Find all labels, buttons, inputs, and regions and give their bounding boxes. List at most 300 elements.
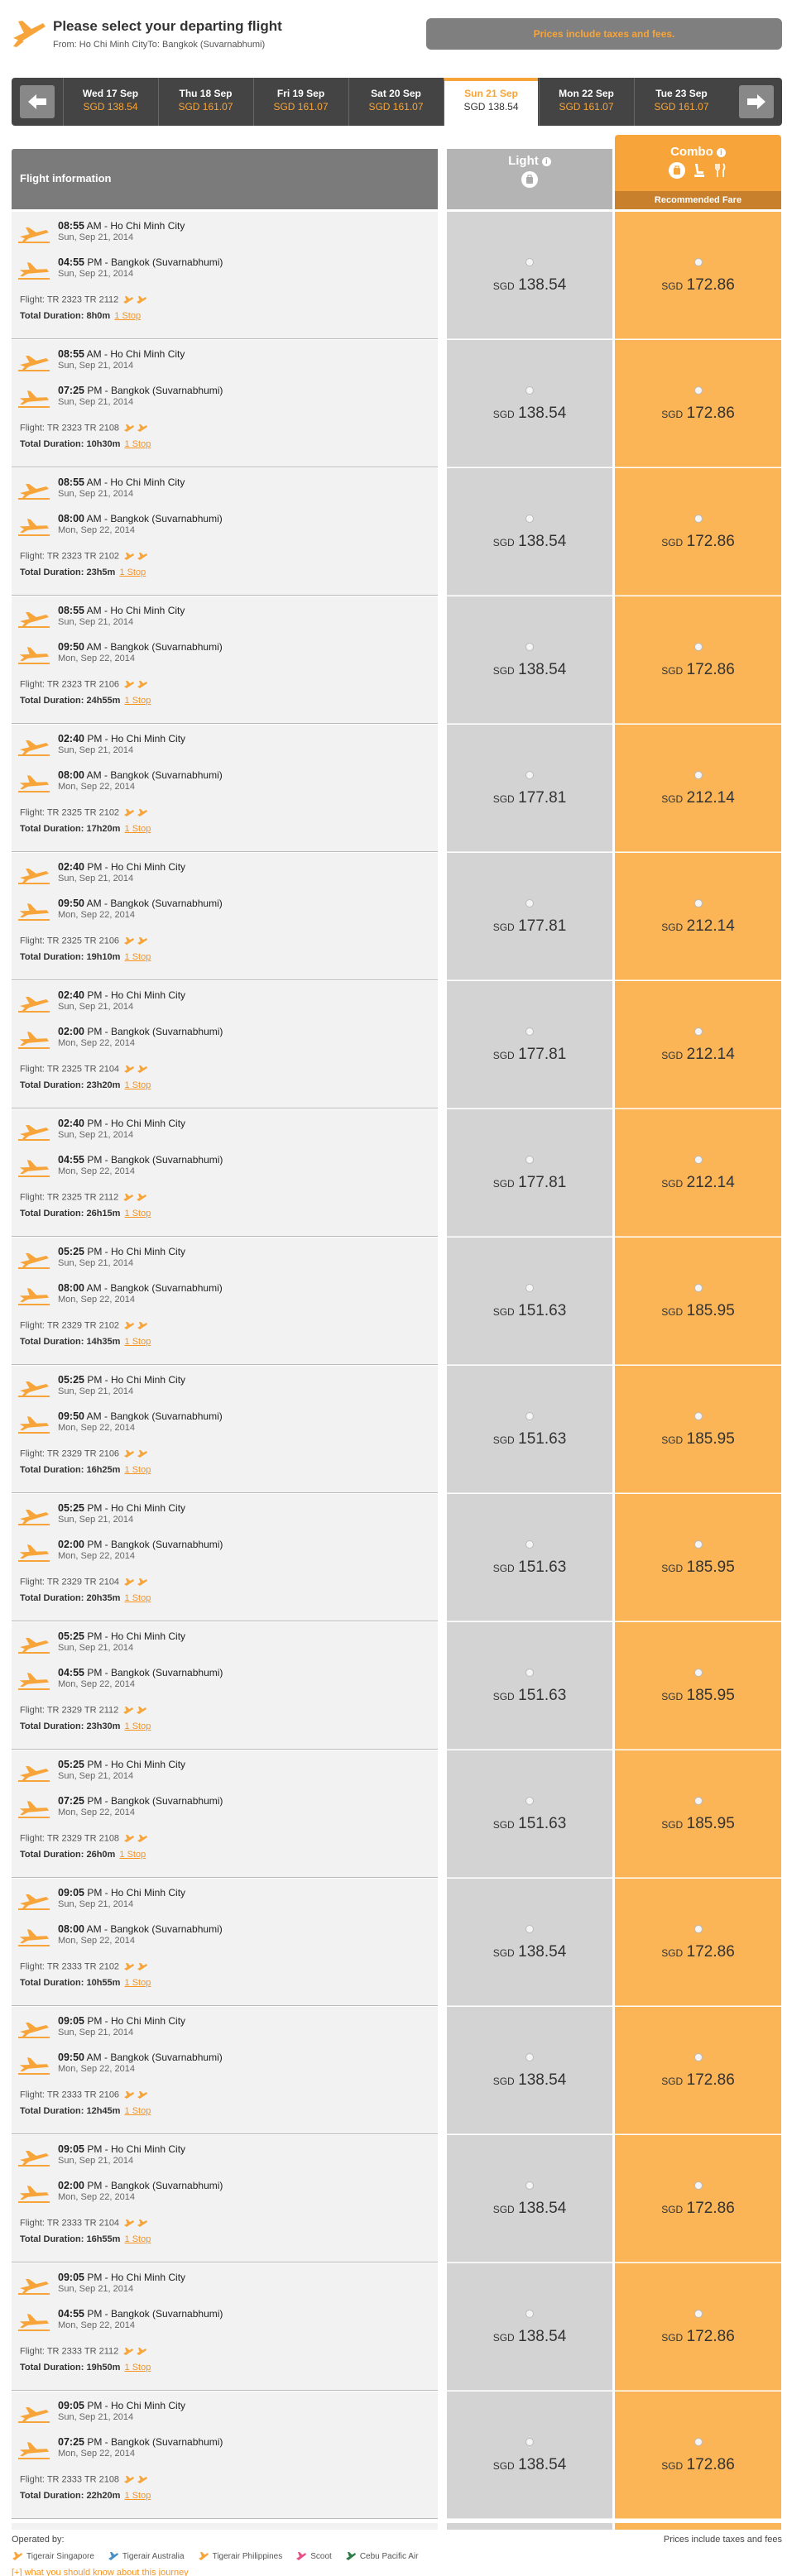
light-fare-radio[interactable] [525, 2438, 534, 2446]
currency: SGD [661, 2076, 684, 2087]
tigerair-logo-icon [123, 2218, 135, 2229]
stop-link[interactable]: 1 Stop [124, 824, 151, 834]
combo-fare-radio[interactable] [694, 2053, 703, 2061]
light-price-value: 138.54 [518, 2200, 567, 2217]
flight-numbers [20, 1320, 148, 1331]
arrow-right-icon [746, 92, 767, 112]
flight-number: TR 2333 TR 2102 [46, 1961, 120, 1972]
flight-row [12, 2392, 781, 2519]
combo-fare-cell[interactable] [615, 212, 781, 339]
flight-number: TR 2329 TR 2104 [46, 1577, 120, 1587]
combo-fare-price [615, 533, 781, 551]
origin-city: - Ho Chi Minh City [104, 989, 186, 1001]
combo-fare-cell[interactable] [615, 981, 781, 1108]
tigerair-logo-icon [137, 423, 148, 433]
flight-info-cell [12, 2263, 438, 2391]
flight-number: TR 2333 TR 2112 [46, 2346, 119, 2357]
takeoff-icon [18, 2277, 50, 2295]
flight-row [12, 853, 781, 980]
origin-city: - Ho Chi Minh City [104, 2015, 186, 2027]
departure-date: Sun, Sep 21, 2014 [58, 1002, 134, 1012]
departure-date: Sun, Sep 21, 2014 [58, 2412, 134, 2422]
light-fare-cell[interactable] [447, 2135, 612, 2262]
tigerair-logo-icon [123, 1961, 135, 1972]
date-tab-price: SGD 161.07 [368, 101, 424, 113]
arrival-ampm: PM [87, 1539, 103, 1550]
currency: SGD [661, 537, 684, 548]
date-tab[interactable] [539, 78, 633, 126]
arrival-date: Mon, Sep 22, 2014 [58, 1295, 135, 1305]
combo-fare-radio[interactable] [694, 515, 703, 523]
tigerair-logo-icon [136, 1192, 147, 1203]
flight-row [12, 596, 781, 724]
light-fare-radio[interactable] [525, 643, 534, 651]
info-icon[interactable]: i [717, 148, 726, 157]
takeoff-icon [18, 1251, 50, 1269]
currency: SGD [492, 1947, 515, 1959]
duration-label: Total Duration: [20, 1721, 84, 1731]
flight-numbers [20, 807, 148, 818]
currency: SGD [661, 1178, 684, 1190]
duration-label: Total Duration: [20, 1593, 84, 1603]
departure-time: 08:55 [58, 220, 84, 232]
light-fare-cell[interactable] [447, 2007, 612, 2134]
prev-dates-button[interactable] [20, 85, 55, 118]
origin-city: - Ho Chi Minh City [104, 1118, 186, 1129]
destination-city: - Bangkok (Suvarnabhumi) [104, 513, 223, 524]
combo-fare-radio[interactable] [694, 2181, 703, 2190]
combo-fare-label: Combo [670, 145, 713, 159]
total-duration [20, 696, 151, 706]
duration-value: 10h30m [86, 439, 121, 449]
arrival-time: 08:00 [58, 1923, 84, 1935]
combo-price-value: 172.86 [686, 533, 735, 550]
stop-link[interactable]: 1 Stop [124, 952, 151, 962]
flight-number: TR 2329 TR 2106 [46, 1448, 120, 1459]
combo-fare-cell[interactable] [615, 1750, 781, 1878]
light-fare-radio[interactable] [525, 1669, 534, 1677]
combo-fare-cell[interactable] [615, 1109, 781, 1237]
combo-price-value: 172.86 [686, 661, 735, 678]
combo-fare-price [615, 1943, 781, 1961]
flight-info-cell [12, 1109, 438, 1237]
currency: SGD [492, 537, 515, 548]
currency: SGD [661, 922, 684, 933]
flight-row [12, 1622, 781, 1750]
light-fare-cell[interactable] [447, 596, 612, 724]
arrival-time: 08:00 [58, 1282, 84, 1294]
flight-info-header: Flight information [12, 149, 438, 209]
light-fare-cell[interactable] [447, 1238, 612, 1365]
combo-price-value: 172.86 [686, 2200, 735, 2217]
page-header [0, 0, 787, 66]
combo-fare-cell[interactable] [615, 2392, 781, 2519]
flight-number: TR 2333 TR 2108 [46, 2474, 120, 2485]
origin-city: - Ho Chi Minh City [104, 861, 186, 873]
date-tab-day: Fri 19 Sep [276, 88, 325, 99]
date-tab[interactable] [63, 78, 157, 126]
arrival-date: Mon, Sep 22, 2014 [58, 1679, 135, 1689]
combo-fare-radio[interactable] [694, 1027, 703, 1036]
arrival-date: Mon, Sep 22, 2014 [58, 525, 135, 535]
combo-price-value: 172.86 [686, 405, 735, 422]
combo-fare-cell[interactable] [615, 1494, 781, 1621]
combo-fare-cell[interactable] [615, 725, 781, 852]
date-tab-price: SGD 161.07 [178, 101, 233, 113]
combo-fare-radio[interactable] [694, 1925, 703, 1933]
stop-link[interactable]: 1 Stop [124, 1080, 151, 1090]
duration-label: Total Duration: [20, 2106, 84, 2116]
light-fare-cell[interactable] [447, 853, 612, 980]
origin-city: - Ho Chi Minh City [104, 2143, 186, 2155]
date-tab[interactable] [444, 78, 538, 126]
tigerair-logo-icon [137, 1064, 148, 1075]
date-tab[interactable] [253, 78, 348, 126]
total-duration [20, 439, 151, 449]
combo-fare-price [615, 1302, 781, 1320]
combo-fare-radio[interactable] [694, 1412, 703, 1420]
flight-row [12, 2263, 781, 2391]
light-fare-cell[interactable] [447, 1622, 612, 1750]
tigerair-logo-icon [137, 1961, 148, 1972]
combo-fare-price [615, 1174, 781, 1192]
departure-ampm: PM [87, 1246, 103, 1257]
airline-logo-icon [108, 2550, 119, 2562]
flight-numbers [20, 936, 148, 946]
duration-value: 20h35m [86, 1593, 121, 1603]
flight-info-cell [12, 1622, 438, 1750]
combo-price-value: 212.14 [686, 1046, 735, 1063]
combo-fare-radio[interactable] [694, 2438, 703, 2446]
currency: SGD [661, 793, 684, 805]
flight-numbers [20, 1448, 148, 1459]
light-fare-radio[interactable] [525, 1797, 534, 1805]
light-price-value: 138.54 [518, 2456, 567, 2473]
tigerair-logo-icon [137, 2218, 148, 2229]
date-tab[interactable] [634, 78, 728, 126]
landing-icon [18, 2185, 50, 2203]
origin-city: - Ho Chi Minh City [104, 1374, 186, 1386]
combo-fare-radio[interactable] [694, 1540, 703, 1549]
combo-fare-radio[interactable] [694, 1797, 703, 1805]
origin-city: - Ho Chi Minh City [104, 220, 185, 232]
light-fare-cell[interactable] [447, 2392, 612, 2519]
combo-fare-cell[interactable] [615, 596, 781, 724]
light-fare-price [447, 1174, 612, 1192]
light-fare-cell[interactable] [447, 468, 612, 596]
stop-link[interactable]: 1 Stop [119, 567, 146, 577]
departure-ampm: PM [87, 1630, 103, 1642]
flight-info-cell [12, 725, 438, 852]
light-fare-cell[interactable] [447, 1109, 612, 1237]
landing-icon [18, 1672, 50, 1690]
recommended-fare-badge: Recommended Fare [615, 191, 781, 209]
airline-logo-icon [198, 2550, 209, 2562]
origin-city: - Ho Chi Minh City [104, 348, 185, 360]
arrival-time: 09:50 [58, 641, 84, 653]
light-fare-cell[interactable] [447, 1750, 612, 1878]
tigerair-logo-icon [137, 2090, 148, 2100]
combo-fare-cell[interactable] [615, 1238, 781, 1365]
airline-logo-icon [295, 2550, 307, 2562]
combo-fare-radio[interactable] [694, 643, 703, 651]
light-fare-radio[interactable] [525, 1027, 534, 1036]
journey-info-link[interactable]: [+] what you should know about this journey [12, 2568, 189, 2576]
combo-price-value: 212.14 [686, 917, 735, 935]
duration-value: 19h50m [86, 2363, 121, 2373]
light-fare-radio[interactable] [525, 1156, 534, 1164]
arrival-ampm: PM [87, 256, 103, 268]
origin-city: - Ho Chi Minh City [104, 2400, 186, 2411]
light-fare-radio[interactable] [525, 258, 534, 266]
light-fare-header[interactable] [447, 149, 612, 209]
light-fare-radio[interactable] [525, 1412, 534, 1420]
landing-icon [18, 1287, 50, 1305]
flight-row [12, 340, 781, 467]
combo-fare-radio[interactable] [694, 771, 703, 779]
combo-fare-cell[interactable] [615, 2135, 781, 2262]
light-fare-price [447, 276, 612, 294]
airline-name: Tigerair Singapore [26, 2551, 94, 2561]
flight-label: Flight: [20, 936, 47, 946]
combo-price-value: 172.86 [686, 2328, 735, 2345]
flight-numbers [20, 2090, 148, 2100]
combo-fare-cell[interactable] [615, 2007, 781, 2134]
light-price-value: 151.63 [518, 1430, 567, 1448]
departure-date: Sun, Sep 21, 2014 [58, 1899, 134, 1909]
combo-fare-radio[interactable] [694, 2310, 703, 2318]
combo-fare-price [615, 405, 781, 423]
stop-link[interactable]: 1 Stop [124, 1978, 151, 1988]
combo-fare-radio[interactable] [694, 1669, 703, 1677]
light-fare-price [447, 2071, 612, 2090]
duration-label: Total Duration: [20, 1850, 84, 1860]
landing-icon [18, 261, 50, 280]
combo-fare-radio[interactable] [694, 899, 703, 907]
combo-fare-radio[interactable] [694, 386, 703, 395]
light-fare-radio[interactable] [525, 515, 534, 523]
tigerair-logo-icon [136, 294, 147, 305]
light-price-value: 177.81 [518, 917, 567, 935]
departure-ampm: PM [87, 1887, 103, 1898]
stop-link[interactable]: 1 Stop [124, 696, 151, 706]
light-fare-cell[interactable] [447, 725, 612, 852]
light-fare-price [447, 1046, 612, 1064]
stop-link[interactable]: 1 Stop [124, 1465, 151, 1475]
landing-icon [18, 1415, 50, 1434]
stop-link[interactable]: 1 Stop [124, 1209, 151, 1219]
combo-price-value: 172.86 [686, 1943, 735, 1961]
destination-city: - Bangkok (Suvarnabhumi) [104, 769, 223, 781]
arrival-ampm: AM [86, 1282, 102, 1294]
bag-icon [669, 162, 685, 179]
combo-fare-header[interactable] [615, 135, 781, 209]
combo-fare-price [615, 1687, 781, 1705]
departure-time: 02:40 [58, 989, 84, 1001]
date-tab[interactable] [348, 78, 443, 126]
light-fare-radio[interactable] [525, 1925, 534, 1933]
stop-link[interactable]: 1 Stop [124, 2106, 151, 2116]
combo-fare-cell[interactable] [615, 2263, 781, 2391]
currency: SGD [492, 1050, 515, 1061]
currency: SGD [492, 1691, 515, 1702]
total-duration [20, 2234, 151, 2244]
light-price-value: 138.54 [518, 2071, 567, 2089]
combo-fare-radio[interactable] [694, 1156, 703, 1164]
flight-label: Flight: [20, 294, 47, 305]
flight-info-cell [12, 596, 438, 724]
stop-link[interactable]: 1 Stop [124, 1593, 151, 1603]
takeoff-icon [18, 2020, 50, 2038]
duration-label: Total Duration: [20, 1465, 84, 1475]
departure-date: Sun, Sep 21, 2014 [58, 1643, 134, 1653]
airline-logo-icon [12, 2550, 23, 2562]
tigerair-logo-icon [136, 2346, 147, 2357]
stop-link[interactable]: 1 Stop [124, 2363, 151, 2373]
stop-link[interactable]: 1 Stop [124, 439, 151, 449]
total-duration [20, 1978, 151, 1988]
combo-price-value: 185.95 [686, 1559, 735, 1576]
departure-time: 02:40 [58, 733, 84, 745]
landing-icon [18, 903, 50, 921]
landing-icon [18, 1928, 50, 1946]
page-title: Please select your departing flight [53, 18, 282, 34]
combo-fare-cell[interactable] [615, 1622, 781, 1750]
next-dates-button[interactable] [739, 85, 774, 118]
tigerair-logo-icon [137, 2474, 148, 2485]
arrival-date: Mon, Sep 22, 2014 [58, 2320, 135, 2330]
arrival-date: Mon, Sep 22, 2014 [58, 1936, 135, 1946]
flight-label: Flight: [20, 1961, 47, 1972]
arrival-ampm: AM [86, 1410, 102, 1422]
tigerair-logo-icon [122, 1192, 134, 1203]
combo-fare-price [615, 661, 781, 679]
destination-city: - Bangkok (Suvarnabhumi) [104, 641, 223, 653]
duration-value: 16h25m [86, 1465, 121, 1475]
stop-link[interactable]: 1 Stop [114, 311, 142, 321]
combo-fare-radio[interactable] [694, 258, 703, 266]
date-tab-day: Sun 21 Sep [464, 88, 518, 99]
flight-number: TR 2325 TR 2104 [46, 1064, 120, 1075]
departure-date: Sun, Sep 21, 2014 [58, 2156, 134, 2166]
date-tab[interactable] [158, 78, 252, 126]
flight-info-cell [12, 1494, 438, 1621]
light-fare-cell[interactable] [447, 1494, 612, 1621]
arrival-time: 07:25 [58, 385, 84, 396]
light-fare-cell[interactable] [447, 981, 612, 1108]
arrival-time: 08:00 [58, 769, 84, 781]
combo-fare-radio[interactable] [694, 1284, 703, 1292]
light-fare-cell[interactable] [447, 340, 612, 467]
landing-icon [18, 518, 50, 536]
airline-name: Tigerair Philippines [212, 2551, 283, 2561]
prices-note-banner: Prices include taxes and fees. [426, 18, 782, 50]
currency: SGD [492, 1178, 515, 1190]
destination-city: - Bangkok (Suvarnabhumi) [104, 1026, 223, 1037]
combo-fare-cell[interactable] [615, 853, 781, 980]
origin-city: - Ho Chi Minh City [104, 476, 185, 488]
light-fare-radio[interactable] [525, 2181, 534, 2190]
tigerair-logo-icon [123, 1833, 135, 1844]
table-bottom-combo [615, 2523, 781, 2530]
duration-value: 16h55m [86, 2234, 121, 2244]
arrival-ampm: AM [86, 1923, 102, 1935]
duration-value: 22h20m [86, 2491, 121, 2501]
combo-fare-price [615, 2200, 781, 2218]
light-fare-price [447, 2456, 612, 2474]
combo-fare-price [615, 917, 781, 936]
takeoff-icon [18, 1764, 50, 1782]
arrival-time: 02:00 [58, 1539, 84, 1550]
duration-value: 14h35m [86, 1337, 121, 1347]
light-fare-radio[interactable] [525, 2053, 534, 2061]
arrival-time: 09:50 [58, 1410, 84, 1422]
takeoff-icon [18, 353, 50, 371]
takeoff-icon [18, 1892, 50, 1910]
combo-fare-cell[interactable] [615, 468, 781, 596]
light-fare-radio[interactable] [525, 2310, 534, 2318]
stop-link[interactable]: 1 Stop [124, 2234, 151, 2244]
stop-link[interactable]: 1 Stop [124, 1721, 151, 1731]
light-fare-radio[interactable] [525, 899, 534, 907]
total-duration [20, 952, 151, 962]
total-duration [20, 1209, 151, 1219]
flight-row [12, 212, 781, 339]
light-fare-cell[interactable] [447, 1879, 612, 2006]
combo-price-value: 172.86 [686, 2456, 735, 2473]
tigerair-logo-icon [123, 2474, 135, 2485]
arrival-ampm: PM [87, 2180, 103, 2191]
departure-time: 09:05 [58, 2400, 84, 2411]
stop-link[interactable]: 1 Stop [124, 1337, 151, 1347]
departure-date: Sun, Sep 21, 2014 [58, 489, 134, 499]
date-tab-day: Sat 20 Sep [371, 88, 421, 99]
combo-price-value: 172.86 [686, 2071, 735, 2089]
destination-city: - Bangkok (Suvarnabhumi) [104, 898, 223, 909]
stop-link[interactable]: 1 Stop [119, 1850, 146, 1860]
light-fare-cell[interactable] [447, 212, 612, 339]
tigerair-logo-icon [137, 807, 148, 818]
airline-item [345, 2550, 419, 2562]
departure-ampm: AM [86, 348, 102, 360]
flight-label: Flight: [20, 2218, 47, 2229]
flight-numbers [20, 1705, 147, 1716]
duration-label: Total Duration: [20, 2491, 84, 2501]
departure-date: Sun, Sep 21, 2014 [58, 361, 134, 371]
combo-fare-cell[interactable] [615, 1879, 781, 2006]
arrival-time: 04:55 [58, 1154, 84, 1166]
light-fare-cell[interactable] [447, 1366, 612, 1493]
route-subtitle: From: Ho Chi Minh CityTo: Bangkok (Suvarnabhumi) [53, 40, 266, 50]
light-fare-cell[interactable] [447, 2263, 612, 2391]
total-duration [20, 2363, 151, 2373]
date-tab-price: SGD 161.07 [654, 101, 709, 113]
combo-fare-cell[interactable] [615, 1366, 781, 1493]
info-icon[interactable]: i [542, 157, 551, 166]
flight-number: TR 2325 TR 2106 [46, 936, 120, 946]
light-fare-radio[interactable] [525, 1540, 534, 1549]
light-fare-radio[interactable] [525, 386, 534, 395]
tigerair-logo-icon [137, 1448, 148, 1459]
flight-label: Flight: [20, 807, 47, 818]
departure-time: 05:25 [58, 1374, 84, 1386]
light-fare-radio[interactable] [525, 1284, 534, 1292]
light-fare-radio[interactable] [525, 771, 534, 779]
takeoff-icon [18, 994, 50, 1013]
arrival-ampm: AM [86, 769, 102, 781]
stop-link[interactable]: 1 Stop [124, 2491, 151, 2501]
combo-fare-cell[interactable] [615, 340, 781, 467]
